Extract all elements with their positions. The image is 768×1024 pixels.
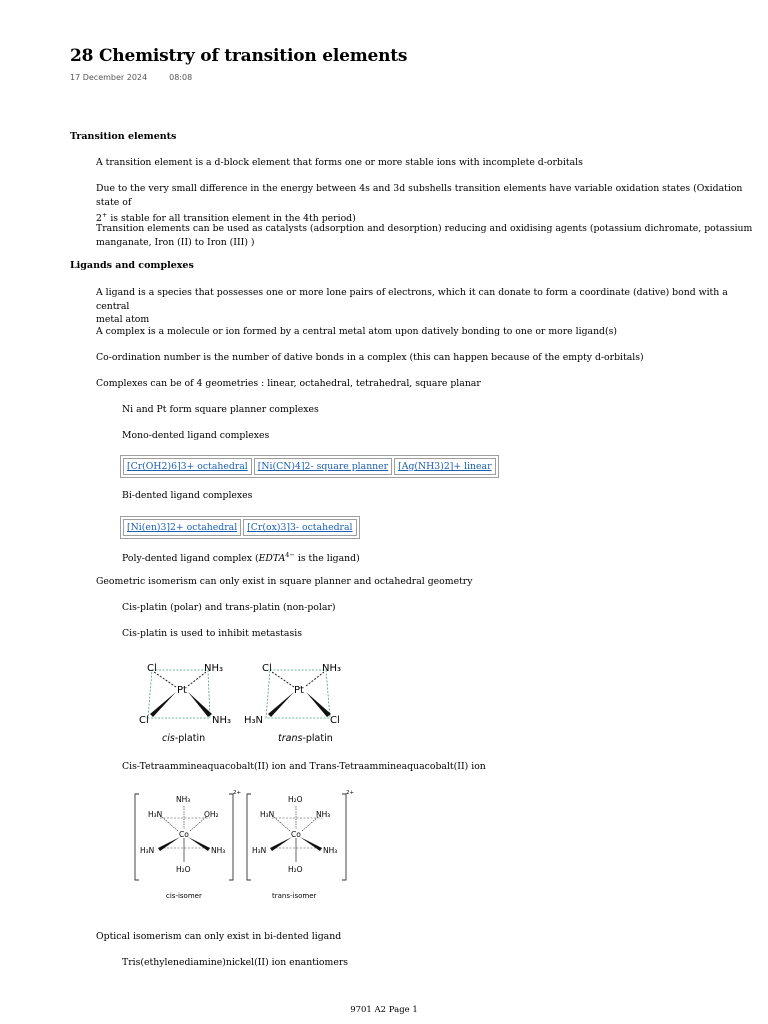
- cis-bond-tr: [188, 672, 206, 686]
- para-transition-definition: A transition element is a d-block element that forms one or more stable ions with incomplete d-orbitals: [96, 157, 583, 168]
- table-cell: [394, 458, 495, 475]
- cis-label-bl: Cl: [139, 715, 149, 726]
- para-catalysts-line-2: manganate, Iron (II) to Iron (III) ): [96, 236, 255, 248]
- cis-co-bottom: H₂O: [176, 865, 191, 874]
- cis-isomer-caption: cis-isomer: [166, 892, 202, 900]
- oxidation-state-rest: is stable for all transition element in the 4th period): [107, 213, 356, 225]
- cis-caption: [162, 733, 205, 744]
- cis-wedge-lr: [188, 837, 210, 851]
- cis-wedge-bl: [150, 692, 176, 717]
- para-catalysts: [96, 222, 756, 249]
- para-oxidation-states: [96, 182, 756, 226]
- trans-label-tr: NH₃: [322, 663, 342, 674]
- trans-charge: 2+: [346, 790, 355, 796]
- edta-symbol: EDTA: [258, 553, 286, 565]
- cis-wedge-br: [188, 692, 212, 717]
- cis-co-ul: H₃N: [148, 810, 163, 819]
- trans-caption: [278, 733, 333, 744]
- trans-co-center: Co: [291, 830, 301, 839]
- table-cell: [243, 519, 356, 536]
- cis-caption-italic: cis: [162, 733, 175, 744]
- cis-label-center: Pt: [177, 685, 187, 696]
- page-footer: 9701 A2 Page 1: [350, 1005, 418, 1015]
- trans-bond-ul: [274, 817, 290, 831]
- cis-co-lr: NH₃: [211, 846, 226, 855]
- trans-label-center: Pt: [294, 685, 304, 696]
- cis-co-ll: H₃N: [140, 846, 155, 855]
- poly-dented-text-b: is the ligand): [294, 553, 360, 565]
- trans-platin-structure: [244, 663, 341, 744]
- mono-dented-links-table: [120, 455, 499, 478]
- cis-co-center: Co: [179, 830, 189, 839]
- trans-label-br: Cl: [330, 715, 340, 726]
- para-mono-dented: Mono-dented ligand complexes: [122, 430, 270, 441]
- link-cr-ox-octahedral[interactable]: [Cr(ox)3]3- octahedral: [247, 522, 353, 533]
- trans-cobalt-structure: [247, 790, 354, 900]
- para-coordination-number: Co-ordination number is the number of dative bonds in a complex (this can happen because of the empty d-orbitals): [96, 352, 644, 363]
- page-meta: [70, 73, 192, 82]
- cis-charge: 2+: [233, 790, 242, 796]
- cis-right-bracket: [229, 794, 233, 880]
- platin-isomers-diagram: [132, 654, 352, 746]
- para-ni-pt: Ni and Pt form square planner complexes: [122, 404, 319, 415]
- cis-label-tl: Cl: [147, 663, 157, 674]
- trans-bond-tr: [306, 672, 324, 686]
- trans-wedge-br: [306, 692, 331, 717]
- table-cell: [254, 458, 392, 475]
- trans-caption-rest: -platin: [302, 733, 333, 744]
- para-cobalt-isomers: Cis-Tetraammineaquacobalt(II) ion and Trans-Tetraammineaquacobalt(II) ion: [122, 761, 486, 772]
- page-date: 17 December 2024: [70, 73, 148, 82]
- para-geometric-isomerism: Geometric isomerism can only exist in square planner and octahedral geometry: [96, 576, 473, 587]
- para-ligand-line-2: metal atom: [96, 314, 150, 325]
- para-complex-definition: A complex is a molecule or ion formed by a central metal atom upon datively bonding to one or more ligand(s): [96, 326, 618, 337]
- page-time: 08:08: [169, 73, 193, 82]
- poly-dented-text-a: Poly-dented ligand complex (: [122, 553, 259, 565]
- link-ag-nh3-linear[interactable]: [Ag(NH3)2]+ linear: [398, 461, 492, 472]
- trans-bond-ur: [302, 817, 318, 831]
- link-cr-oh2-octahedral[interactable]: [Cr(OH2)6]3+ octahedral: [127, 461, 248, 472]
- trans-caption-italic: trans: [278, 733, 303, 744]
- cis-label-tr: NH₃: [204, 663, 224, 674]
- cis-label-br: NH₃: [212, 715, 232, 726]
- cis-bond-ul: [162, 817, 178, 831]
- heading-ligands-complexes: Ligands and complexes: [70, 260, 194, 271]
- trans-co-bottom: H₂O: [288, 865, 303, 874]
- trans-co-ul: H₃N: [260, 810, 275, 819]
- cis-left-bracket: [135, 794, 139, 880]
- cis-caption-rest: -platin: [174, 733, 206, 744]
- para-geometries: Complexes can be of 4 geometries : linear, octahedral, tetrahedral, square planar: [96, 378, 481, 389]
- trans-co-ll: H₃N: [252, 846, 267, 855]
- link-ni-cn-square-planner[interactable]: [Ni(CN)4]2- square planner: [257, 461, 389, 472]
- para-poly-dented: [122, 549, 768, 566]
- cis-co-top: NH₃: [176, 795, 191, 804]
- trans-wedge-bl: [268, 692, 294, 717]
- trans-label-bl: H₃N: [244, 715, 264, 726]
- trans-bond-tl: [272, 672, 294, 687]
- table-cell: [123, 519, 241, 536]
- para-catalysts-line-1: Transition elements can be used as catalysts (adsorption and desorption) reducing and oxidising agents (potassium dichromate, potassium: [96, 223, 753, 234]
- cis-bond-tl: [154, 672, 176, 687]
- para-oxidation-line-1: Due to the very small difference in the energy between 4s and 3d subshells transition elements have variable oxidation states (Oxidation state of: [96, 183, 743, 208]
- oxidation-state-sup: +: [101, 211, 108, 219]
- edta-charge: 4−: [285, 551, 295, 559]
- trans-isomer-caption: trans-isomer: [272, 892, 317, 900]
- cis-platin-structure: [139, 663, 231, 744]
- bi-dented-links-table: [120, 516, 360, 539]
- trans-left-bracket: [247, 794, 251, 880]
- page-title: 28 Chemistry of transition elements: [70, 46, 408, 66]
- trans-co-lr: NH₃: [323, 846, 338, 855]
- para-ligand-line-1: A ligand is a species that possesses one or more lone pairs of electrons, which it can donate to form a coordinate (dative) bond with a central: [96, 287, 728, 312]
- cis-bond-ur: [190, 817, 206, 831]
- para-bi-dented: Bi-dented ligand complexes: [122, 490, 253, 501]
- trans-wedge-lr: [300, 837, 322, 851]
- para-optical-isomerism: Optical isomerism can only exist in bi-dented ligand: [96, 931, 342, 942]
- oxidation-state-number: 2: [96, 213, 102, 225]
- trans-right-bracket: [342, 794, 346, 880]
- para-cis-trans-platin: Cis-platin (polar) and trans-platin (non-polar): [122, 602, 336, 613]
- trans-co-ur: NH₃: [316, 810, 331, 819]
- cis-wedge-ll: [158, 837, 180, 851]
- table-cell: [123, 458, 252, 475]
- para-nickel-enantiomers: Tris(ethylenediamine)nickel(II) ion enantiomers: [122, 957, 349, 968]
- para-ligand-definition: [96, 286, 756, 327]
- trans-label-tl: Cl: [262, 663, 272, 674]
- cis-cobalt-structure: [135, 790, 241, 900]
- trans-wedge-ll: [270, 837, 292, 851]
- link-ni-en-octahedral[interactable]: [Ni(en)3]2+ octahedral: [127, 522, 238, 533]
- para-cisplatin-use: Cis-platin is used to inhibit metastasis: [122, 628, 302, 639]
- cis-co-ur: OH₂: [204, 810, 219, 819]
- heading-transition-elements: Transition elements: [70, 131, 177, 142]
- trans-co-top: H₂O: [288, 795, 303, 804]
- cobalt-isomers-diagram: [130, 786, 360, 904]
